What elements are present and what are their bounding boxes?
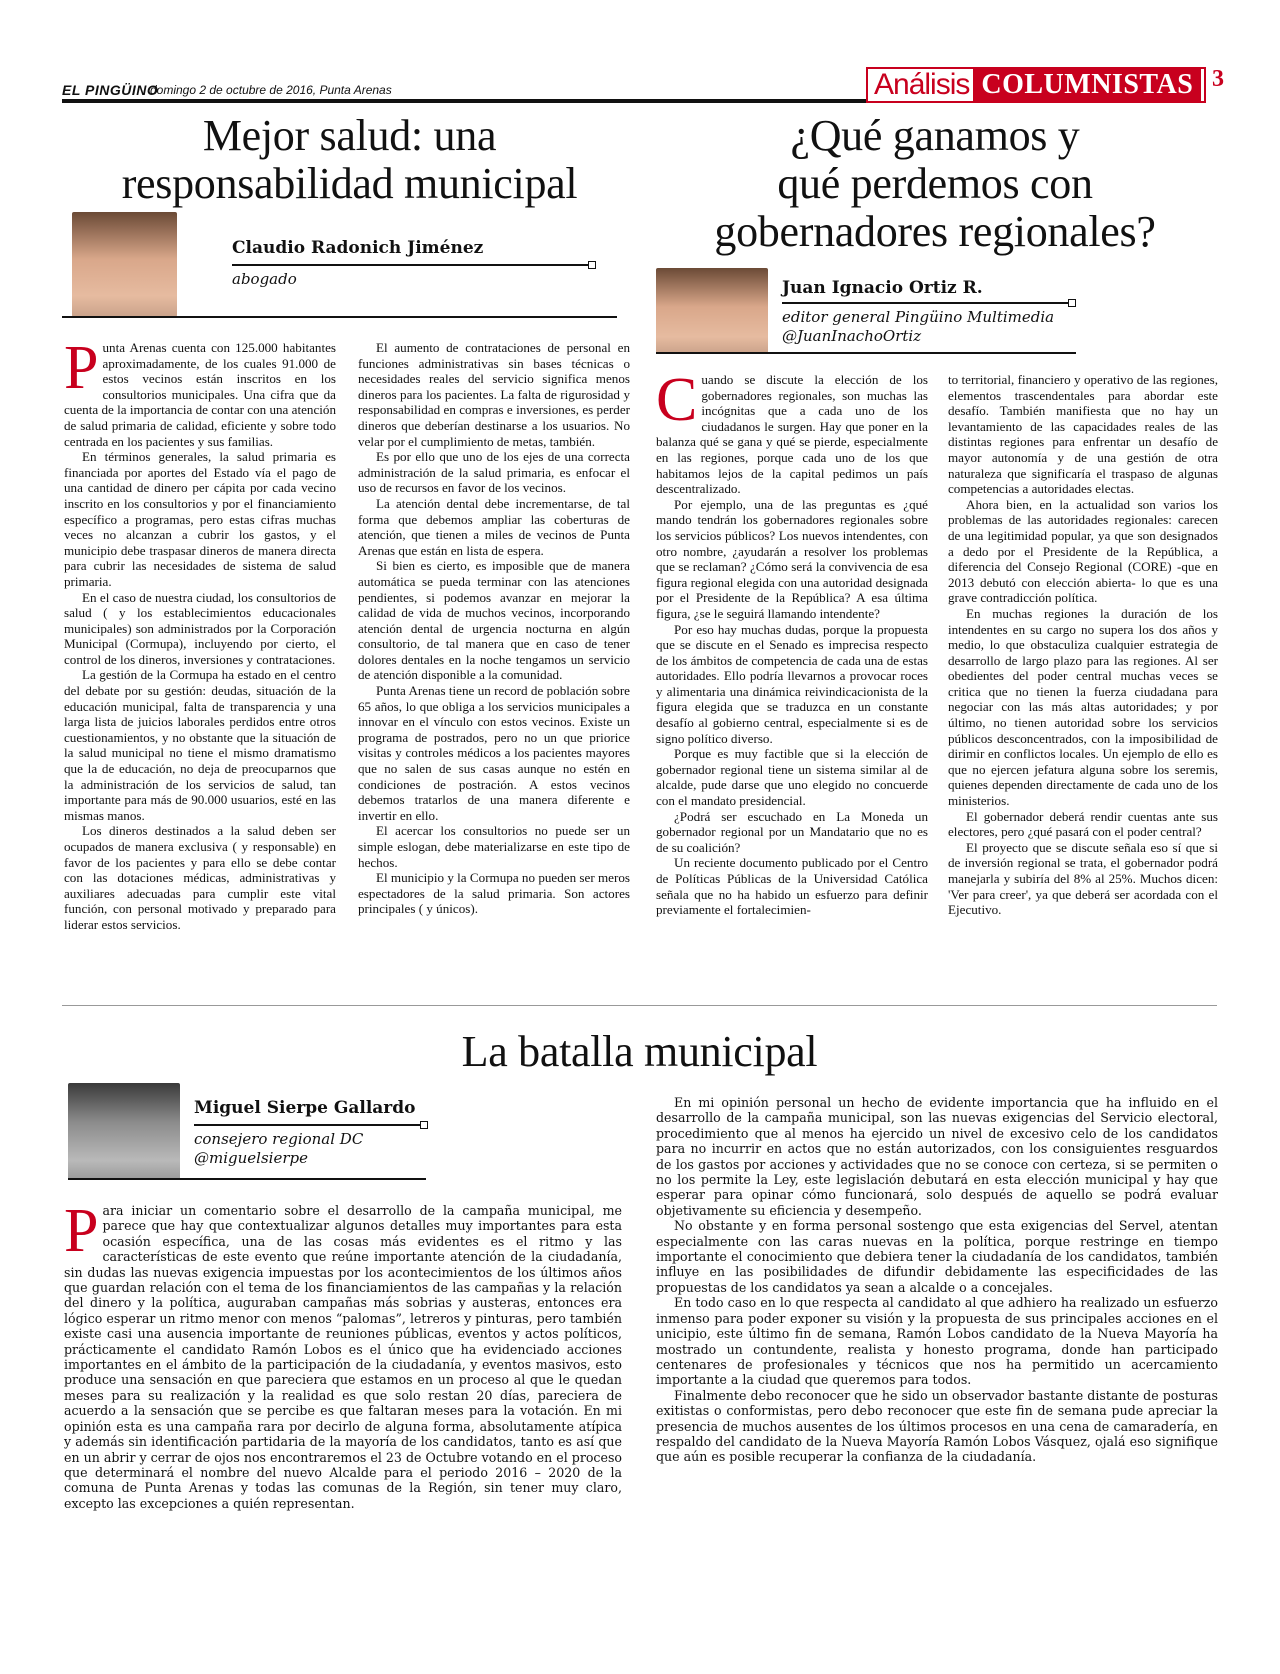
paragraph: No obstante y en forma personal sostengo que esta exigencias del Servel, atentan especialmente con las caras nuevas en la política, porque restringe en tiempo importante el conocimiento que debiera tener la ciudadanía de los candidatos, también influye en las posibilidades de difundir debidamente las especificidades de las propuestas de los candidatos ya sean a alcalde o a concejales. (656, 1218, 1218, 1295)
article1-column1 (64, 334, 336, 933)
section-prefix: Análisis (874, 68, 970, 101)
article1-role: abogado (232, 270, 297, 288)
article1-column2 (358, 340, 630, 917)
paragraph: El aumento de contrataciones de personal en funciones administrativas sin bases técnicas o necesidades reales del servicio significa menos dineros para los pacientes. La falta de rigurosidad y responsabilidad en compras e inversiones, es perder dineros que deberían destinarse a los usuarios. No velar por el cumplimiento de metas, también. (358, 340, 630, 449)
article3-author: Miguel Sierpe Gallardo (194, 1098, 416, 1118)
paragraph: Un reciente documento publicado por el Centro de Políticas Públicas de la Universidad Católica señala que no ha habido un esfuerzo para definir previamente el fortalecimien- (656, 855, 928, 918)
dateline: domingo 2 de octubre de 2016, Punta Arenas (150, 83, 392, 97)
article1-title-line1: Mejor salud: una (202, 111, 497, 160)
section-divider (62, 1005, 1217, 1006)
paragraph: Punta Arenas tiene un record de población sobre 65 años, lo que obliga a los servicios municipales a innovar en el vínculo con estos vecinos. Existe un programa de postrados, pero no un que priorice visitas y controles médicos a los pacientes mayores que no salen de sus casas aunque no estén en condiciones de postración. A estos vecinos debemos tratarlos de una manera diferente e invertir en ello. (358, 683, 630, 823)
paragraph: En el caso de nuestra ciudad, los consultorios de salud ( y los establecimientos educacionales municipales) son administrados por la Corporación Municipal (Cormupa), incluyendo por cierto, el control de los dineros, inversiones y contrataciones. (64, 589, 336, 667)
paragraph: Si bien es cierto, es imposible que de manera automática se pueda terminar con las atenciones pendientes, si podemos avanzar en mejorar la calidad de vida de muchos vecinos, incorporando atención dental de urgencia nocturna en algún consultorio, de tal manera que en caso de tener dolores dentales en la noche tengamos un servicio de atención disponible a la comunidad. (358, 558, 630, 683)
article3-separator (68, 1178, 426, 1180)
paragraph: El acercar los consultorios no puede ser un simple eslogan, debe materializarse en este tipo de hechos. (358, 823, 630, 870)
paragraph: Por eso hay muchas dudas, porque la propuesta que se discute en el Senado es imprecisa respecto de los ámbitos de competencia de cada una de estas autoridades. Ello podría llevarnos a provocar roces y alimentaria una dinámica reivindicacionista de la figura elegida que se traduzca en un constante desafío al gobierno central, especialmente si es de signo político diverso. (656, 621, 928, 746)
article3-title: La batalla municipal (461, 1027, 818, 1076)
article2-column1 (656, 366, 928, 918)
article3-handle: @miguelsierpe (194, 1149, 308, 1167)
paragraph: Porque es muy factible que si la elección de gobernador regional tiene un sistema similar al de alcalde, pude darse que uno elegido no concuerde con el mandato presidencial. (656, 746, 928, 809)
author-rule (232, 264, 592, 266)
article1-title (62, 112, 637, 208)
author-photo-sierpe (68, 1083, 180, 1180)
article2-handle: @JuanInachoOrtiz (782, 327, 922, 345)
article2-column2 (948, 372, 1218, 918)
paragraph: to territorial, financiero y operativo de las regiones, elementos trascendentales para abordar este desafío. También manifiesta que no hay un levantamiento de las capacidades reales de las distintas regiones para enfrentar un desafío de mayor autonomía y de una gestión de otra naturaleza que significaría el traspaso de algunas competencias a autoridades electas. (948, 372, 1218, 497)
section-banner (866, 67, 1206, 103)
paragraph: unta Arenas cuenta con 125.000 habitantes aproximadamente, de los cuales 91.000 de estos vecinos están inscritos en los consultorios municipales. Una cifra que da cuenta de la importancia de contar con una atención de salud primaria de calidad, eficiente y sobre todo centrada en los pacientes y sus familias. (64, 340, 336, 449)
paragraph: El gobernador deberá rendir cuentas ante sus electores, pero ¿qué pasará con el poder central? (948, 808, 1218, 840)
article2-role: editor general Pingüino Multimedia (782, 308, 1055, 326)
paragraph: Es por ello que uno de los ejes de una correcta administración de la salud primaria, es enfocar el uso de recursos en favor de los vecinos. (358, 449, 630, 496)
article1-dropcap: P (64, 334, 99, 402)
article3-dropcap: P (64, 1197, 99, 1265)
paragraph: En términos generales, la salud primaria es financiada por aportes del Estado vía el pago de una cantidad de dinero per cápita por cada vecino inscrito en los consultorios y por el financiamiento específico a programas, pero estas cifras muchas veces no alcanzan a cubrir los gastos, y el municipio debe traspasar dineros de manera directa para cubrir las necesidades de sistema de salud primaria. (64, 449, 336, 589)
paragraph: Los dineros destinados a la salud deben ser ocupados de manera exclusiva ( y responsable) en favor de los pacientes y para ello se debe contar con las dotaciones médicas, administrativas y auxiliares adecuadas para cumplir este vital función, con personal motivado y preparado para liderar estos servicios. (64, 823, 336, 932)
article1-separator (62, 316, 617, 318)
article2-title-line2: qué perdemos con (777, 159, 1093, 208)
article3-role: consejero regional DC (194, 1130, 364, 1148)
paragraph: En muchas regiones la duración de los intendentes en su cargo no supera los dos años y medio, lo que obstaculiza cualquier estrategia de desarrollo de largo plazo para las regiones. Al ser obedientes del poder central muchas veces se critica que no tienen la fuerza ciudadana para negociar con las más altas autoridades; y por último, no tienen autoridad sobre los servicios públicos desconcentrados, con la imposibilidad de dirimir en conflictos locales. Un ejemplo de ello es que no ejercen jefatura alguna sobre los seremis, quienes dependen directamente de cada uno de los ministerios. (948, 605, 1218, 809)
paragraph: El proyecto que se discute señala eso sí que si de inversión regional se trata, el gobernador podrá manejarla y subiría del 8% al 25%. Muchos dicen: 'Ver para creer', ya que deberá ser acordada con el Ejecutivo. (948, 839, 1218, 918)
article2-title (655, 112, 1215, 256)
article2-author: Juan Ignacio Ortiz R. (782, 278, 983, 298)
article2-separator (656, 352, 1076, 354)
author-rule (782, 302, 1072, 304)
paragraph: ara iniciar un comentario sobre el desarrollo de la campaña municipal, me parece que hay que contextualizar algunos detalles muy importantes para esta ocasión específica, una de las cosas más evidentes es el ritmo y las características de este evento que reúne importante atención de la ciudadanía, sin dudas las nuevas exigencia impuestas por los acontecimientos de los últimos años que guardan relación con el tema de los financiamientos de las campañas y la relación del dinero y la política, auguraban campañas más sobrias y austeras, entonces era lógico esperar un ritmo menor con menos “palomas”, letreros y pinturas, pero también existe casi una ausencia importante de reuniones públicas, eventos y actos políticos, prácticamente el candidato Ramón Lobos es el único que ha evidenciado acciones importantes en el ámbito de la participación de la ciudadanía, y eventos masivos, esto produce una sensación en que pareciera que estamos en un proceso al que le quedan meses para su realización y la realidad es que solo restan 20 días, pareciera de acuerdo a la sensación que se percibe es que faltaran meses para la votación. En mi opinión esta es una campaña rara por decirlo de alguna forma, absolutamente atípica y además sin identificación partidaria de la mayoría de los candidatos, tanto es así que en un abrir y cerrar de ojos nos encontraremos el 23 de Octubre votando en el proceso que determinará el nombre del nuevo Alcalde para el periodo 2016 – 2020 de la comuna de Punta Arenas y todas las comunas de la Región, sin tener muy claro, excepto las excepciones a quién representan. (64, 1203, 622, 1511)
author-rule (194, 1124, 424, 1126)
page-number: 3 (1212, 66, 1224, 92)
article3-column2 (656, 1095, 1218, 1465)
paragraph: La atención dental debe incrementarse, de tal forma que debemos ampliar las coberturas de atención, que tienen a miles de vecinos de Punta Arenas que están en lista de espera. (358, 495, 630, 558)
article3-column1 (64, 1197, 622, 1511)
paragraph: ¿Podrá ser escuchado en La Moneda un gobernador regional por un Mandatario que no es de su coalición? (656, 808, 928, 855)
newspaper-brand: EL PINGÜINO (62, 82, 159, 98)
section-label: COLUMNISTAS (973, 69, 1201, 101)
article2-dropcap: C (656, 366, 698, 434)
header-rule (62, 99, 866, 103)
paragraph: uando se discute la elección de los gobernadores regionales, son muchas las incógnitas que a cada uno de los ciudadanos le surgen. Hay que poner en la balanza qué se gana y qué se pierde, especialmente en las regiones, porque cada uno de los que habitamos lejos de la capital pedimos un país descentralizado. (656, 372, 928, 497)
paragraph: Finalmente debo reconocer que he sido un observador bastante distante de posturas exitistas o conformistas, pero debo reconocer que este fin de semana pude apreciar la presencia de muchos ausentes de los últimos procesos en una cena de camaradería, en respaldo del candidato de la Nueva Mayoría Ramón Lobos Vásquez, ojalá eso signifique que aún es posible recuperar la confianza de la ciudadanía. (656, 1387, 1218, 1465)
paragraph: En todo caso en lo que respecta al candidato al que adhiero ha realizado un esfuerzo inmenso para poder exponer su visión y la propuesta de sus principales acciones en el unicipio, este último fin de semana, Ramón Lobos candidato de la Nueva Mayoría ha mostrado un contundente, realista y honesto programa, donde han participado centenares de profesionales y técnicos que nos ha permitido un acercamiento importante a la ciudad que queremos para todos. (656, 1295, 1218, 1388)
article2-title-line3: gobernadores regionales? (714, 207, 1156, 256)
article2-title-line1: ¿Qué ganamos y (790, 111, 1080, 160)
paragraph: El municipio y la Cormupa no pueden ser meros espectadores de la salud primaria. Son actores principales ( y únicos). (358, 870, 630, 917)
author-photo-radonich (72, 212, 177, 317)
author-photo-ortiz (656, 268, 768, 354)
article1-author: Claudio Radonich Jiménez (232, 238, 484, 258)
paragraph: En mi opinión personal un hecho de evidente importancia que ha influido en el desarrollo de la campaña municipal, son las nuevas exigencias del Servicio electoral, procedimiento que al menos ha ejercido un nivel de excesivo celo de los candidatos para no incurrir en actos que no están autorizados, con los consiguientes resguardos de los gastos por acciones y actividades que no se conoce con certeza, si se permiten o no los permite la Ley, este legislación debutará en esta elección municipal y hay que esperar para opinar cómo funcionará, solo después de aquello se podrá evaluar objetivamente su eficiencia y desempeño. (656, 1095, 1218, 1218)
paragraph: La gestión de la Cormupa ha estado en el centro del debate por su gestión: deudas, situación de la educación municipal, falta de transparencia y una larga lista de juicios laborales perdidos entre otros cuestionamientos, y no obstante que la situación de la salud municipal no tiene el mismo dramatismo que la de educación, no deja de preocuparnos que la administración de los servicios de salud, tan importante para más de 90.000 usuarios, esté en las mismas manos. (64, 667, 336, 823)
paragraph: Ahora bien, en la actualidad son varios los problemas de las autoridades regionales: carecen de una legitimidad popular, ya que son designados a dedo por el Presidente de la República, a diferencia del Consejo Regional (CORE) -que en 2013 debutó con elección abierta- lo que es una grave contradicción política. (948, 496, 1218, 606)
paragraph: Por ejemplo, una de las preguntas es ¿qué mando tendrán los gobernadores regionales sobre los servicios públicos? Los nuevos intendentes, con otro nombre, ¿ayudarán a resolver los problemas que se reclaman? ¿Cómo será la convivencia de esa figura regional elegida con una autoridad designada por el Presidente de la República? A esa última figura, ¿se le seguirá llamando intendente? (656, 496, 928, 621)
article1-title-line2: responsabilidad municipal (121, 159, 578, 208)
